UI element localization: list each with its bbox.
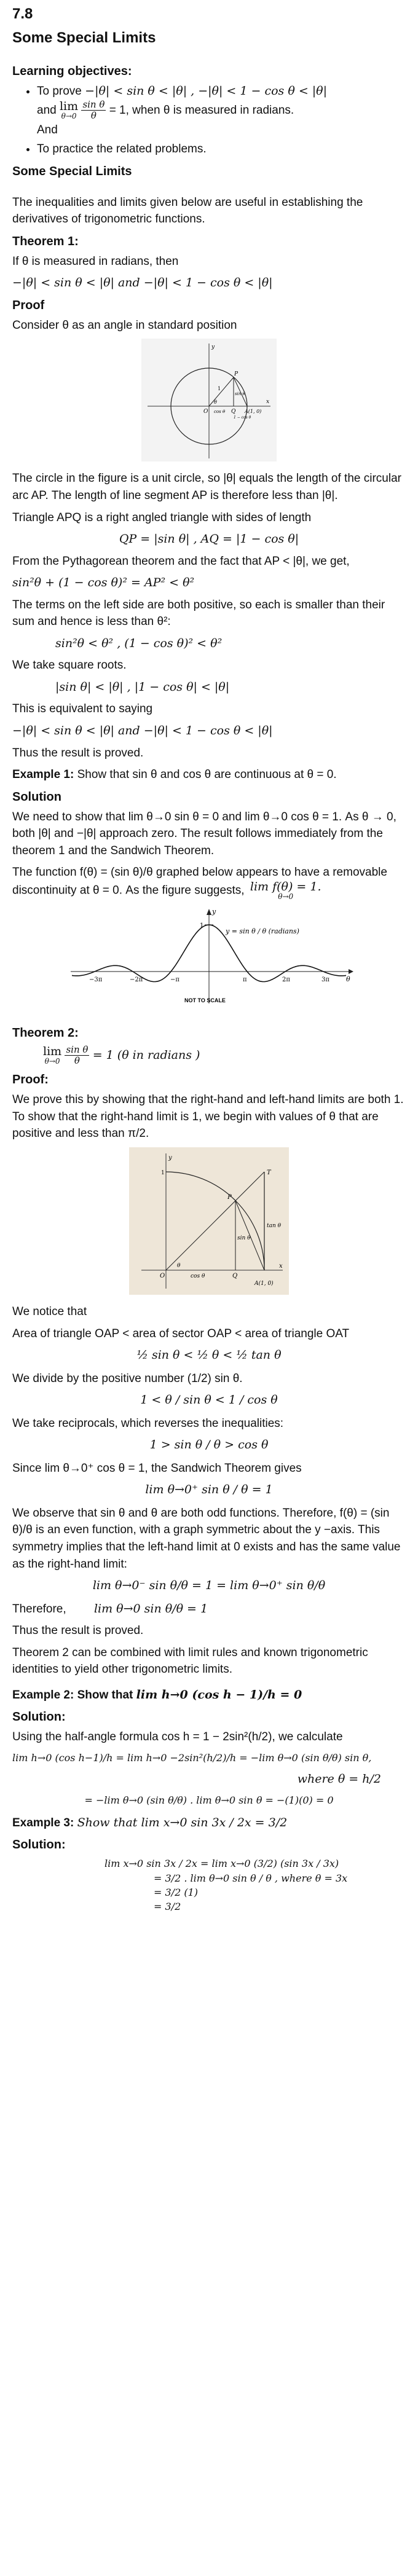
fig3-label-q: Q <box>232 1273 238 1279</box>
fig1-label-p: P <box>234 371 239 378</box>
proof1-heading: Proof <box>12 298 45 312</box>
proof1-abs: |sin θ| < |θ| , |1 − cos θ| < |θ| <box>55 680 230 694</box>
fig3-label-cos: cos θ <box>191 1273 205 1279</box>
example1-paragraph: The function f(θ) = (sin θ)/θ graphed below appears to have a removable discontinuity at θ = 0. As the figure suggests, lim f(θ) = 1. θ→0 <box>12 866 387 901</box>
fig2-y-label: y <box>212 907 216 916</box>
fig2-tick-label: −3π <box>89 976 103 983</box>
proof2-paragraph: We divide by the positive number (1/2) sin θ. <box>12 1372 243 1385</box>
proof2-rightlimit: lim θ→0⁺ sin θ / θ = 1 <box>145 1483 273 1497</box>
fig2-curve-label: y = sin θ / θ (radians) <box>226 927 299 935</box>
example1-paragraph: We need to show that lim θ→0 sin θ = 0 and lim θ→0 cos θ = 1. As θ → 0, both |θ| and −|θ| approach zero. The result follows immediately from the theorem 1 and the Sandwich Theorem. <box>12 810 396 857</box>
proof2-paragraph: We observe that sin θ and θ are both odd functions. Therefore, f(θ) = (sin θ)/θ is an even function, with a graph symmetric about the y −axis. This symmetry implies that the left-hand limit at 0 exists and has the same value as the right-hand limit: <box>12 1506 401 1571</box>
fig3-label-sin: sin θ <box>237 1235 251 1241</box>
objectives-list <box>12 83 406 158</box>
proof2-paragraph: We notice that <box>12 1305 87 1318</box>
fig2-one-label: 1 <box>200 922 204 929</box>
theorem1-inequality: −|θ| < sin θ < |θ| and −|θ| < 1 − cos θ < |θ| <box>12 276 273 290</box>
fig3-label-t: T <box>267 1169 271 1176</box>
proof1-squares: sin²θ < θ² , (1 − cos θ)² < θ² <box>55 636 223 650</box>
proof2-paragraph: Thus the result is proved. <box>12 1624 144 1638</box>
theorem1-statement: If θ is measured in radians, then <box>12 254 179 268</box>
objective-item: • To prove −|θ| < sin θ < |θ| , −|θ| < 1 − cos θ < |θ| and lim θ→0 $\frac{\text{sin θ}}{\theta}$ = 1, when θ is measured in radians. And <box>37 83 406 139</box>
proof1-paragraph: We take square roots. <box>12 659 127 672</box>
sinc-graph <box>65 905 353 1010</box>
sector-figure <box>129 1147 289 1295</box>
proof2-therefore: Therefore, lim θ→0 sin θ/θ = 1 <box>12 1601 208 1616</box>
fig2-caption: NOT TO SCALE <box>184 997 226 1003</box>
fig3-label-tan: tan θ <box>267 1223 282 1229</box>
fig2-tick-label: −π <box>170 976 179 983</box>
proof1-pythagoras: sin²θ + (1 − cos θ)² = AP² < θ² <box>12 576 195 590</box>
theorem2-heading: Theorem 2: <box>12 1026 79 1040</box>
example1-solution-heading: Solution <box>12 790 61 804</box>
fig1-label-theta: θ <box>214 399 217 406</box>
fig2-tick-label: 3π <box>321 976 329 983</box>
example3-statement: Example 3: Show that lim x→0 sin 3x / 2x = 3/2 <box>12 1815 288 1829</box>
fig1-label-radius: 1 <box>218 386 221 392</box>
section-heading: Some Special Limits <box>12 164 132 178</box>
example2-statement: Example 2: Show that lim h→0 (cos h − 1)/h = 0 <box>12 1687 302 1702</box>
fig2-x-label: θ <box>346 975 350 983</box>
example2-paragraph: Using the half-angle formula cos h = 1 − 2sin²(h/2), we calculate <box>12 1730 343 1744</box>
fig1-label-cos: cos θ <box>214 409 226 415</box>
proof1-conclusion: Thus the result is proved. <box>12 746 144 760</box>
section-number: 7.8 <box>12 6 33 22</box>
proof1-paragraph: The terms on the left side are both positive, so each is smaller than their sum and hence is less than θ²: <box>12 598 385 629</box>
fig3-label-one: 1 <box>161 1170 165 1176</box>
proof1-paragraph: From the Pythagorean theorem and the fact that AP < |θ|, we get, <box>12 554 350 568</box>
example3-solution-heading: Solution: <box>12 1838 66 1852</box>
fig3-label-x: x <box>279 1263 283 1270</box>
proof2-paragraph: Theorem 2 can be combined with limit rules and known trigonometric identities to yield other trigonometric limits. <box>12 1646 368 1676</box>
objectives-heading: Learning objectives: <box>12 64 132 78</box>
fig3-label-theta: θ <box>177 1263 181 1269</box>
theorem1-heading: Theorem 1: <box>12 234 79 248</box>
fig1-label-a: A(1, 0) <box>245 409 262 415</box>
objective-item: • To practice the related problems. <box>37 141 406 158</box>
proof1-final: −|θ| < sin θ < |θ| and −|θ| < 1 − cos θ < |θ| <box>12 724 273 738</box>
example2-solution-heading: Solution: <box>12 1710 66 1724</box>
proof2-paragraph: We take reciprocals, which reverses the inequalities: <box>12 1416 284 1430</box>
theorem2-statement: lim θ→0 $\frac{\text{sin θ}}{\theta}$ = 1 (θ in radians ) <box>43 1043 200 1067</box>
fig1-label-x: x <box>266 399 270 406</box>
fig1-label-sin: sin θ <box>235 391 245 397</box>
proof1-paragraph: The circle in the figure is a unit circle, so |θ| equals the length of the circular arc AP. The length of line segment AP is therefore less than |θ|. <box>12 472 401 503</box>
fig1-label-1mcos: 1 − cos θ <box>234 415 251 420</box>
proof2-reciprocal: 1 > sin θ / θ > cos θ <box>149 1438 269 1452</box>
proof2-twosided: lim θ→0⁻ sin θ/θ = 1 = lim θ→0⁺ sin θ/θ <box>92 1579 326 1593</box>
proof2-paragraph: Since lim θ→0⁺ cos θ = 1, the Sandwich Theorem gives <box>12 1461 302 1475</box>
fig2-tick-label: −2π <box>130 976 143 983</box>
proof2-areas: ½ sin θ < ½ θ < ½ tan θ <box>136 1348 282 1362</box>
fig1-label-y: y <box>211 344 215 351</box>
fig1-label-o: O <box>203 409 208 415</box>
proof1-sides: QP = |sin θ| , AQ = |1 − cos θ| <box>119 532 299 546</box>
fig2-tick-label: 2π <box>282 976 290 983</box>
fig1-label-q: Q <box>231 409 236 415</box>
fig2-tick-label: π <box>243 976 247 983</box>
proof1-paragraph: Triangle APQ is a right angled triangle with sides of length <box>12 511 312 524</box>
fig3-label-a: A(1, 0) <box>254 1281 274 1287</box>
example2-line2: = −lim θ→0 (sin θ/θ) . lim θ→0 sin θ = −(1)(0) = 0 <box>84 1794 334 1806</box>
proof1-intro: Consider θ as an angle in standard position <box>12 318 237 332</box>
proof2-paragraph: Area of triangle OAP < area of sector OAP < area of triangle OAT <box>12 1327 350 1340</box>
fig3-label-o: O <box>160 1273 165 1279</box>
fig3-label-p: P <box>227 1194 232 1201</box>
fig3-label-y: y <box>168 1155 172 1161</box>
proof2-divide: 1 < θ / sin θ < 1 / cos θ <box>140 1393 278 1407</box>
page-title: Some Special Limits <box>12 29 156 46</box>
example2-where: where θ = h/2 <box>297 1772 381 1786</box>
proof1-paragraph: This is equivalent to saying <box>12 702 153 716</box>
intro-paragraph: The inequalities and limits given below are useful in establishing the derivatives of trigonometric functions. <box>12 195 363 226</box>
example2-line1: lim h→0 (cos h−1)/h = lim h→0 −2sin²(h/2)/h = −lim θ→0 (sin θ/θ) sin θ, <box>12 1751 372 1764</box>
proof2-heading: Proof: <box>12 1073 49 1087</box>
example1-statement: Example 1: Show that sin θ and cos θ are continuous at θ = 0. <box>12 768 337 782</box>
unit-circle-figure <box>141 339 277 461</box>
proof2-paragraph: We prove this by showing that the right-hand and left-hand limits are both 1. To show that the right-hand limit is 1, we begin with values of θ that are positive and less than π/2. <box>12 1093 404 1141</box>
example3-derivation: lim x→0 sin 3x / 2x = lim x→0 (3/2) (sin 3x / 3x) = 3/2 . lim θ→0 sin θ / θ , where θ = 3x = 3/2 (1) = 3/2 <box>104 1858 348 1912</box>
